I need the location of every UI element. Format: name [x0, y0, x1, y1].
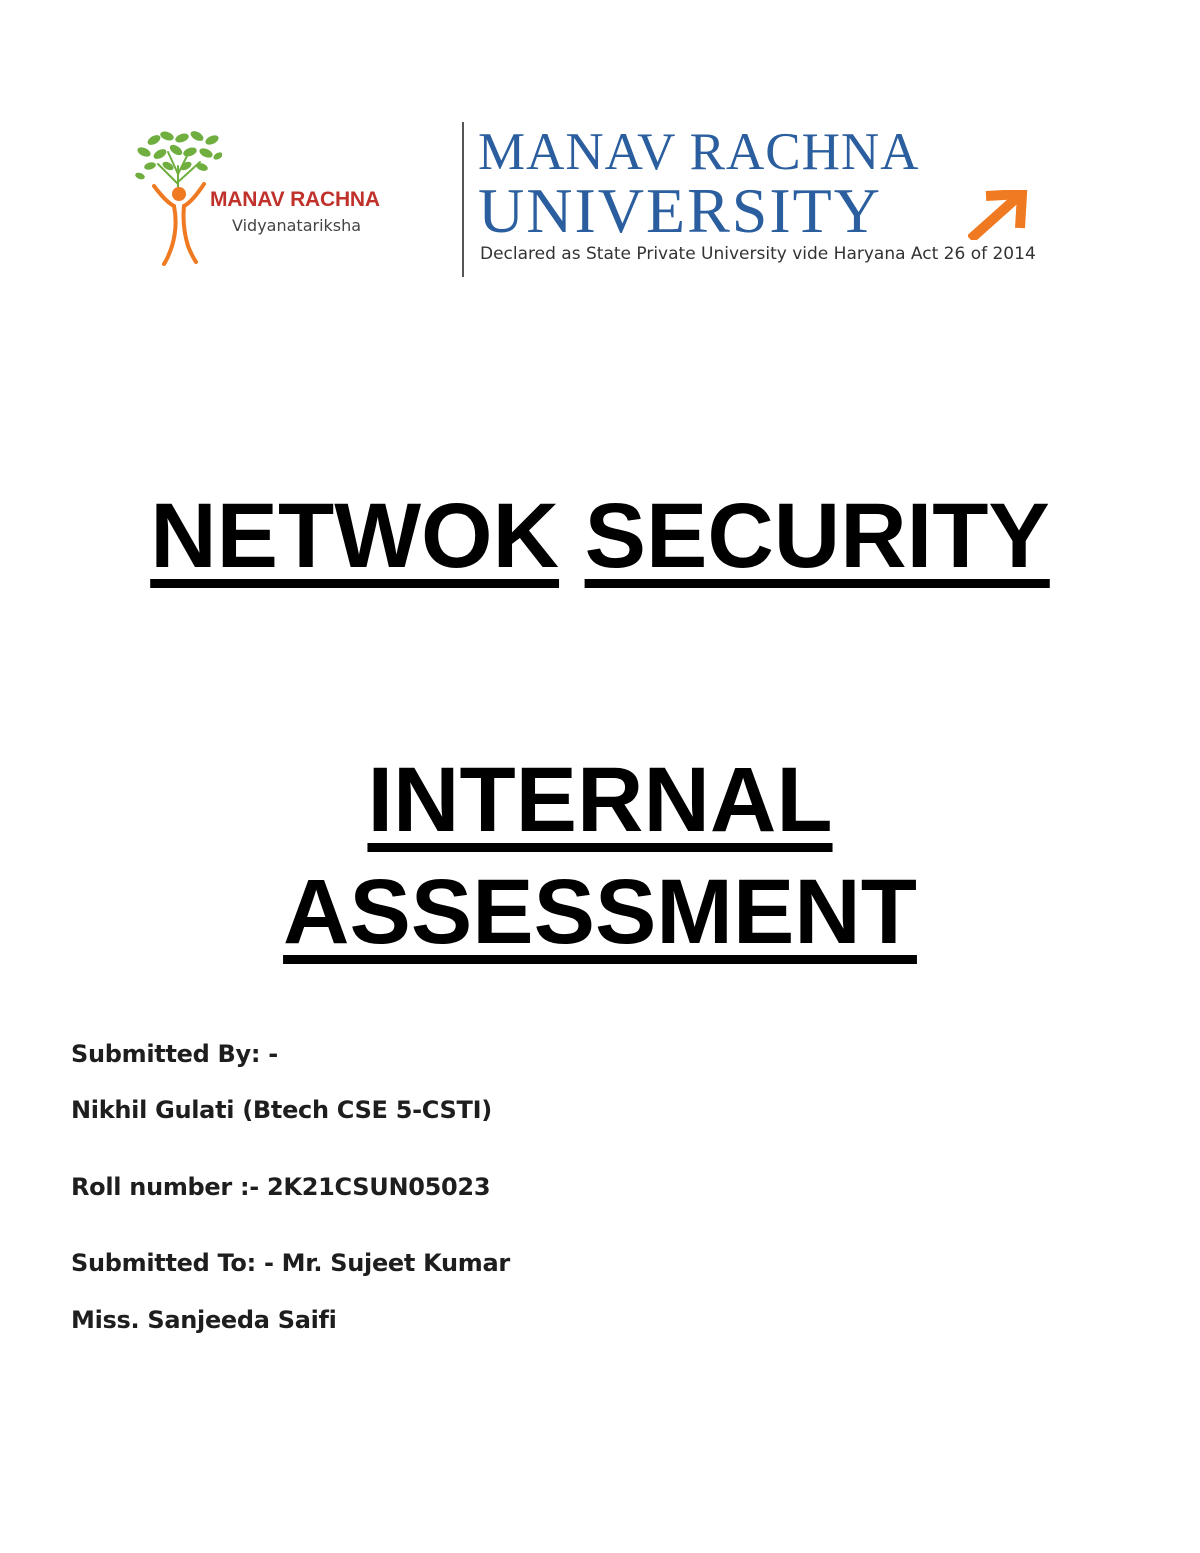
university-declaration: Declared as State Private University vide Haryana Act 26 of 2014	[480, 244, 1036, 264]
roll-number: Roll number :- 2K21CSUN05023	[71, 1173, 491, 1201]
logo-divider	[462, 122, 464, 277]
subject-title-word1: NETWOK	[150, 485, 560, 587]
university-name-line2: UNIVERSITY	[478, 175, 882, 246]
university-name-line1: MANAV RACHNA	[478, 123, 920, 181]
submitted-to: Submitted To: - Mr. Sujeet Kumar	[71, 1249, 510, 1277]
assessment-title-line2	[0, 860, 1200, 964]
left-logo-tagline: Vidyanatariksha	[232, 216, 362, 235]
assessment-title-text1: INTERNAL	[367, 749, 833, 851]
manav-rachna-logo	[132, 126, 444, 266]
second-recipient: Miss. Sanjeeda Saifi	[71, 1306, 337, 1334]
manav-rachna-university-logo	[478, 120, 1058, 280]
tree-person-emblem-icon	[132, 126, 222, 266]
up-right-arrow-icon	[968, 190, 1030, 240]
subject-title	[0, 484, 1200, 588]
assessment-title-line1	[0, 748, 1200, 852]
student-name: Nikhil Gulati (Btech CSE 5-CSTI)	[71, 1096, 492, 1124]
subject-title-word2: SECURITY	[584, 485, 1050, 587]
left-logo-wordmark	[210, 188, 380, 212]
left-logo-name: MANAV RACHNA	[210, 188, 380, 211]
submitted-by-label: Submitted By: -	[71, 1040, 278, 1068]
assessment-title-text2: ASSESSMENT	[283, 861, 917, 963]
